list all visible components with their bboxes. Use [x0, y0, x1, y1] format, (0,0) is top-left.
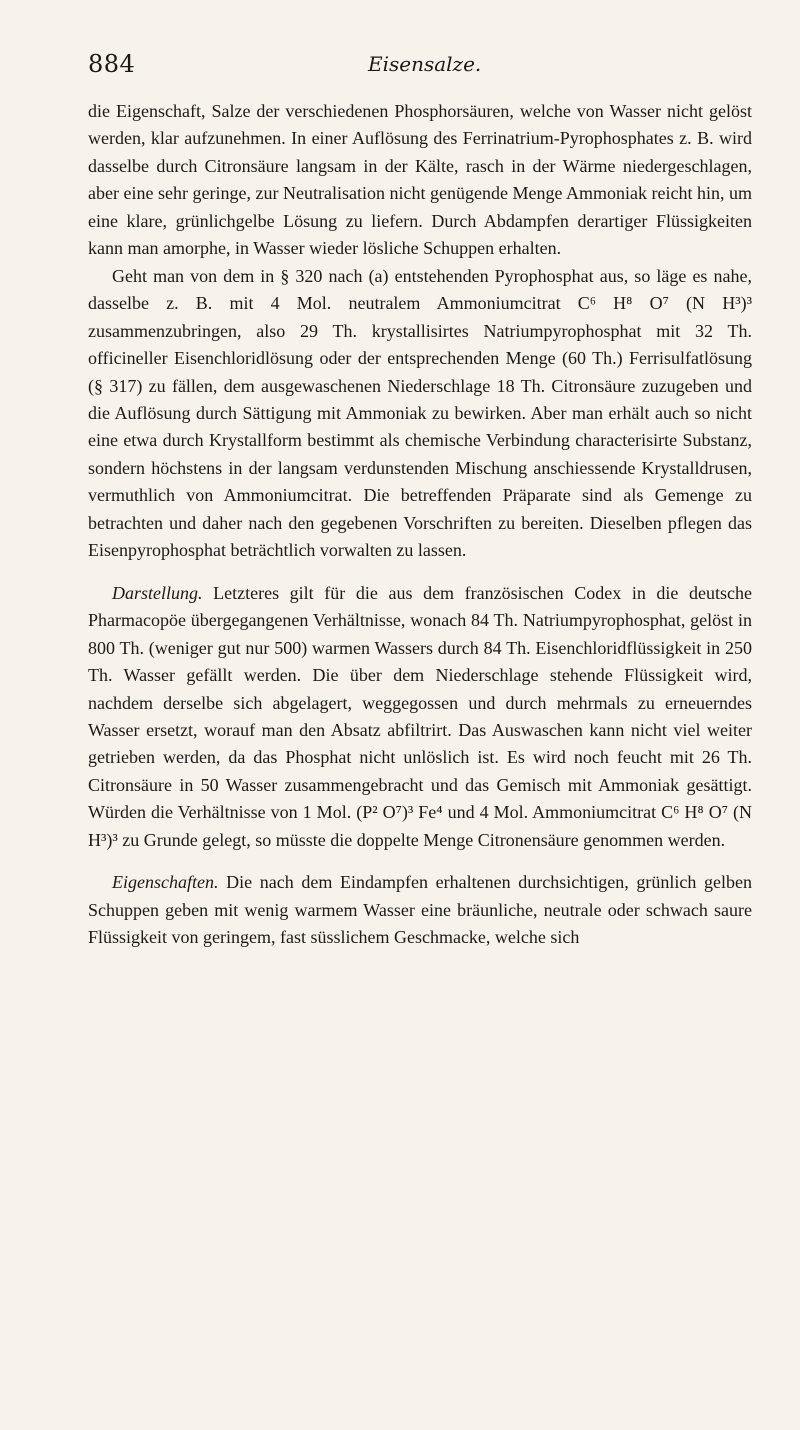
running-title: Eisensalze.: [368, 52, 482, 76]
paragraph-eigenschaften-text: Die nach dem Eindampfen erhaltenen durchsichtigen, grünlich gelben Schuppen geben mit wenig warmem Wasser eine bräunliche, neutrale oder schwach saure Flüssigkeit von geringem, fast süsslichem Geschmacke, welche sich: [88, 872, 752, 948]
page-number: 884: [88, 50, 136, 78]
paragraph-2: [88, 263, 752, 565]
paragraph-darstellung: [88, 580, 752, 855]
paragraph-eigenschaften: [88, 869, 752, 951]
paragraph-darstellung-text: Letzteres gilt für die aus dem französischen Codex in die deutsche Pharmacopöe übergegangenen Verhältnisse, wonach 84 Th. Natriumpyrophosphat, gelöst in 800 Th. (weniger gut nur 500) warmen Wassers durch 84 Th. Eisenchloridflüssigkeit in 250 Th. Wasser gefällt werden. Die über dem Niederschlage stehende Flüssigkeit wird, nachdem derselbe sich abgelagert, weggegossen und durch mehrmals zu erneuerndes Wasser ersetzt, worauf man den Absatz abfiltrirt. Das Auswaschen kann nicht viel weiter getrieben werden, da das Phosphat nicht unlöslich ist. Es wird noch feucht mit 26 Th. Citronsäure in 50 Wasser zusammengebracht und das Gemisch mit Ammoniak gesättigt. Würden die Verhältnisse von 1 Mol. (P² O⁷)³ Fe⁴ und 4 Mol. Ammoniumcitrat C⁶ H⁸ O⁷ (N H³)³ zu Grunde gelegt, so müsste die doppelte Menge Citronensäure genommen werden.: [88, 582, 752, 850]
page-header: [88, 50, 752, 86]
section-lead-darstellung: Darstellung.: [112, 582, 203, 603]
paragraph-1-text: die Eigenschaft, Salze der verschiedenen Phosphorsäuren, welche von Wasser nicht gelöst werden, klar aufzunehmen. In einer Auflösung des Ferrinatrium-Pyrophosphates z. B. wird dasselbe durch Citronsäure langsam in der Kälte, rasch in der Wärme niedergeschlagen, aber eine sehr geringe, zur Neutralisation nicht genügende Menge Ammoniak reicht hin, um eine klare, grünlichgelbe Lösung zu liefern. Durch Abdampfen derartiger Flüssigkeiten kann man amorphe, in Wasser wieder lösliche Schuppen erhalten.: [88, 101, 752, 259]
section-lead-eigenschaften: Eigenschaften.: [112, 872, 219, 893]
paragraph-1: [88, 98, 752, 263]
body-text: [88, 98, 752, 952]
paragraph-2-text: Geht man von dem in § 320 nach (a) entstehenden Pyrophosphat aus, so läge es nahe, dasselbe z. B. mit 4 Mol. neutralem Ammoniumcitrat C⁶ H⁸ O⁷ (N H³)³ zusammenzubringen, also 29 Th. krystallisirtes Natriumpyrophosphat mit 32 Th. officineller Eisenchloridlösung oder der entsprechenden Menge (60 Th.) Ferrisulfatlösung (§ 317) zu fällen, dem ausgewaschenen Niederschlage 18 Th. Citronsäure zuzugeben und die Auflösung durch Sättigung mit Ammoniak zu bewirken. Aber man erhält auch so nicht eine etwa durch Krystallform bestimmt als chemische Verbindung characterisirte Substanz, sondern höchstens in der langsam verdunstenden Mischung anschiessende Krystalldrusen, vermuthlich von Ammoniumcitrat. Die betreffenden Präparate sind als Gemenge zu betrachten und daher nach den gegebenen Vorschriften zu bereiten. Dieselben pflegen das Eisenpyrophosphat beträchtlich vorwalten zu lassen.: [88, 265, 752, 561]
